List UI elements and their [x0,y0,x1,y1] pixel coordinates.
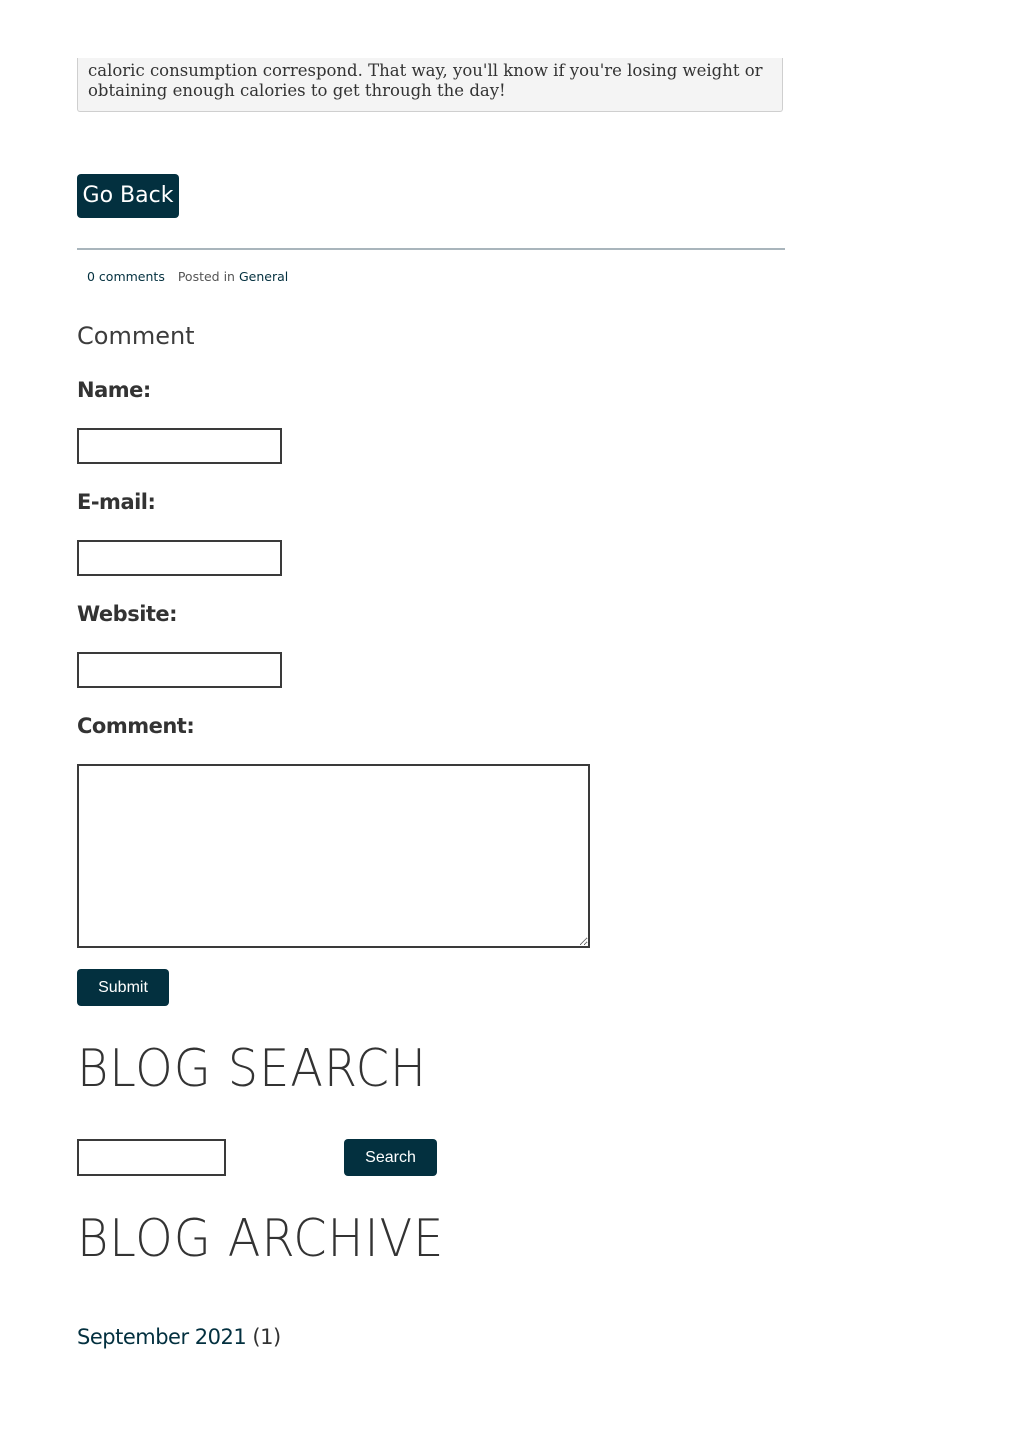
archive-month-link[interactable]: September 2021 [77,1325,247,1349]
email-label: E-mail: [77,490,156,514]
post-divider [77,248,785,250]
post-meta [87,269,288,284]
post-quote-box [77,58,783,112]
submit-button[interactable]: Submit [77,969,169,1006]
blog-search-input[interactable] [77,1139,226,1176]
post-quote-text: caloric consumption correspond. That way, you'll know if you're losing weight or obtaining enough calories to get through the day! [88,61,763,100]
archive-item [77,1325,281,1349]
email-input[interactable] [77,540,282,576]
comment-textarea[interactable] [77,764,590,948]
search-button[interactable]: Search [344,1139,437,1176]
comments-count-link[interactable]: 0 comments [87,269,165,284]
comment-label: Comment: [77,714,195,738]
blog-search-title: BLOG SEARCH [77,1039,427,1099]
category-link[interactable]: General [238,269,289,284]
website-label: Website: [77,602,178,626]
comment-section-heading: Comment [77,322,195,350]
go-back-button[interactable]: Go Back [77,174,179,218]
name-label: Name: [77,378,151,402]
archive-count: (1) [252,1325,281,1349]
website-input[interactable] [77,652,282,688]
blog-archive-title: BLOG ARCHIVE [77,1209,445,1269]
name-input[interactable] [77,428,282,464]
posted-in-label: Posted in [177,269,235,284]
